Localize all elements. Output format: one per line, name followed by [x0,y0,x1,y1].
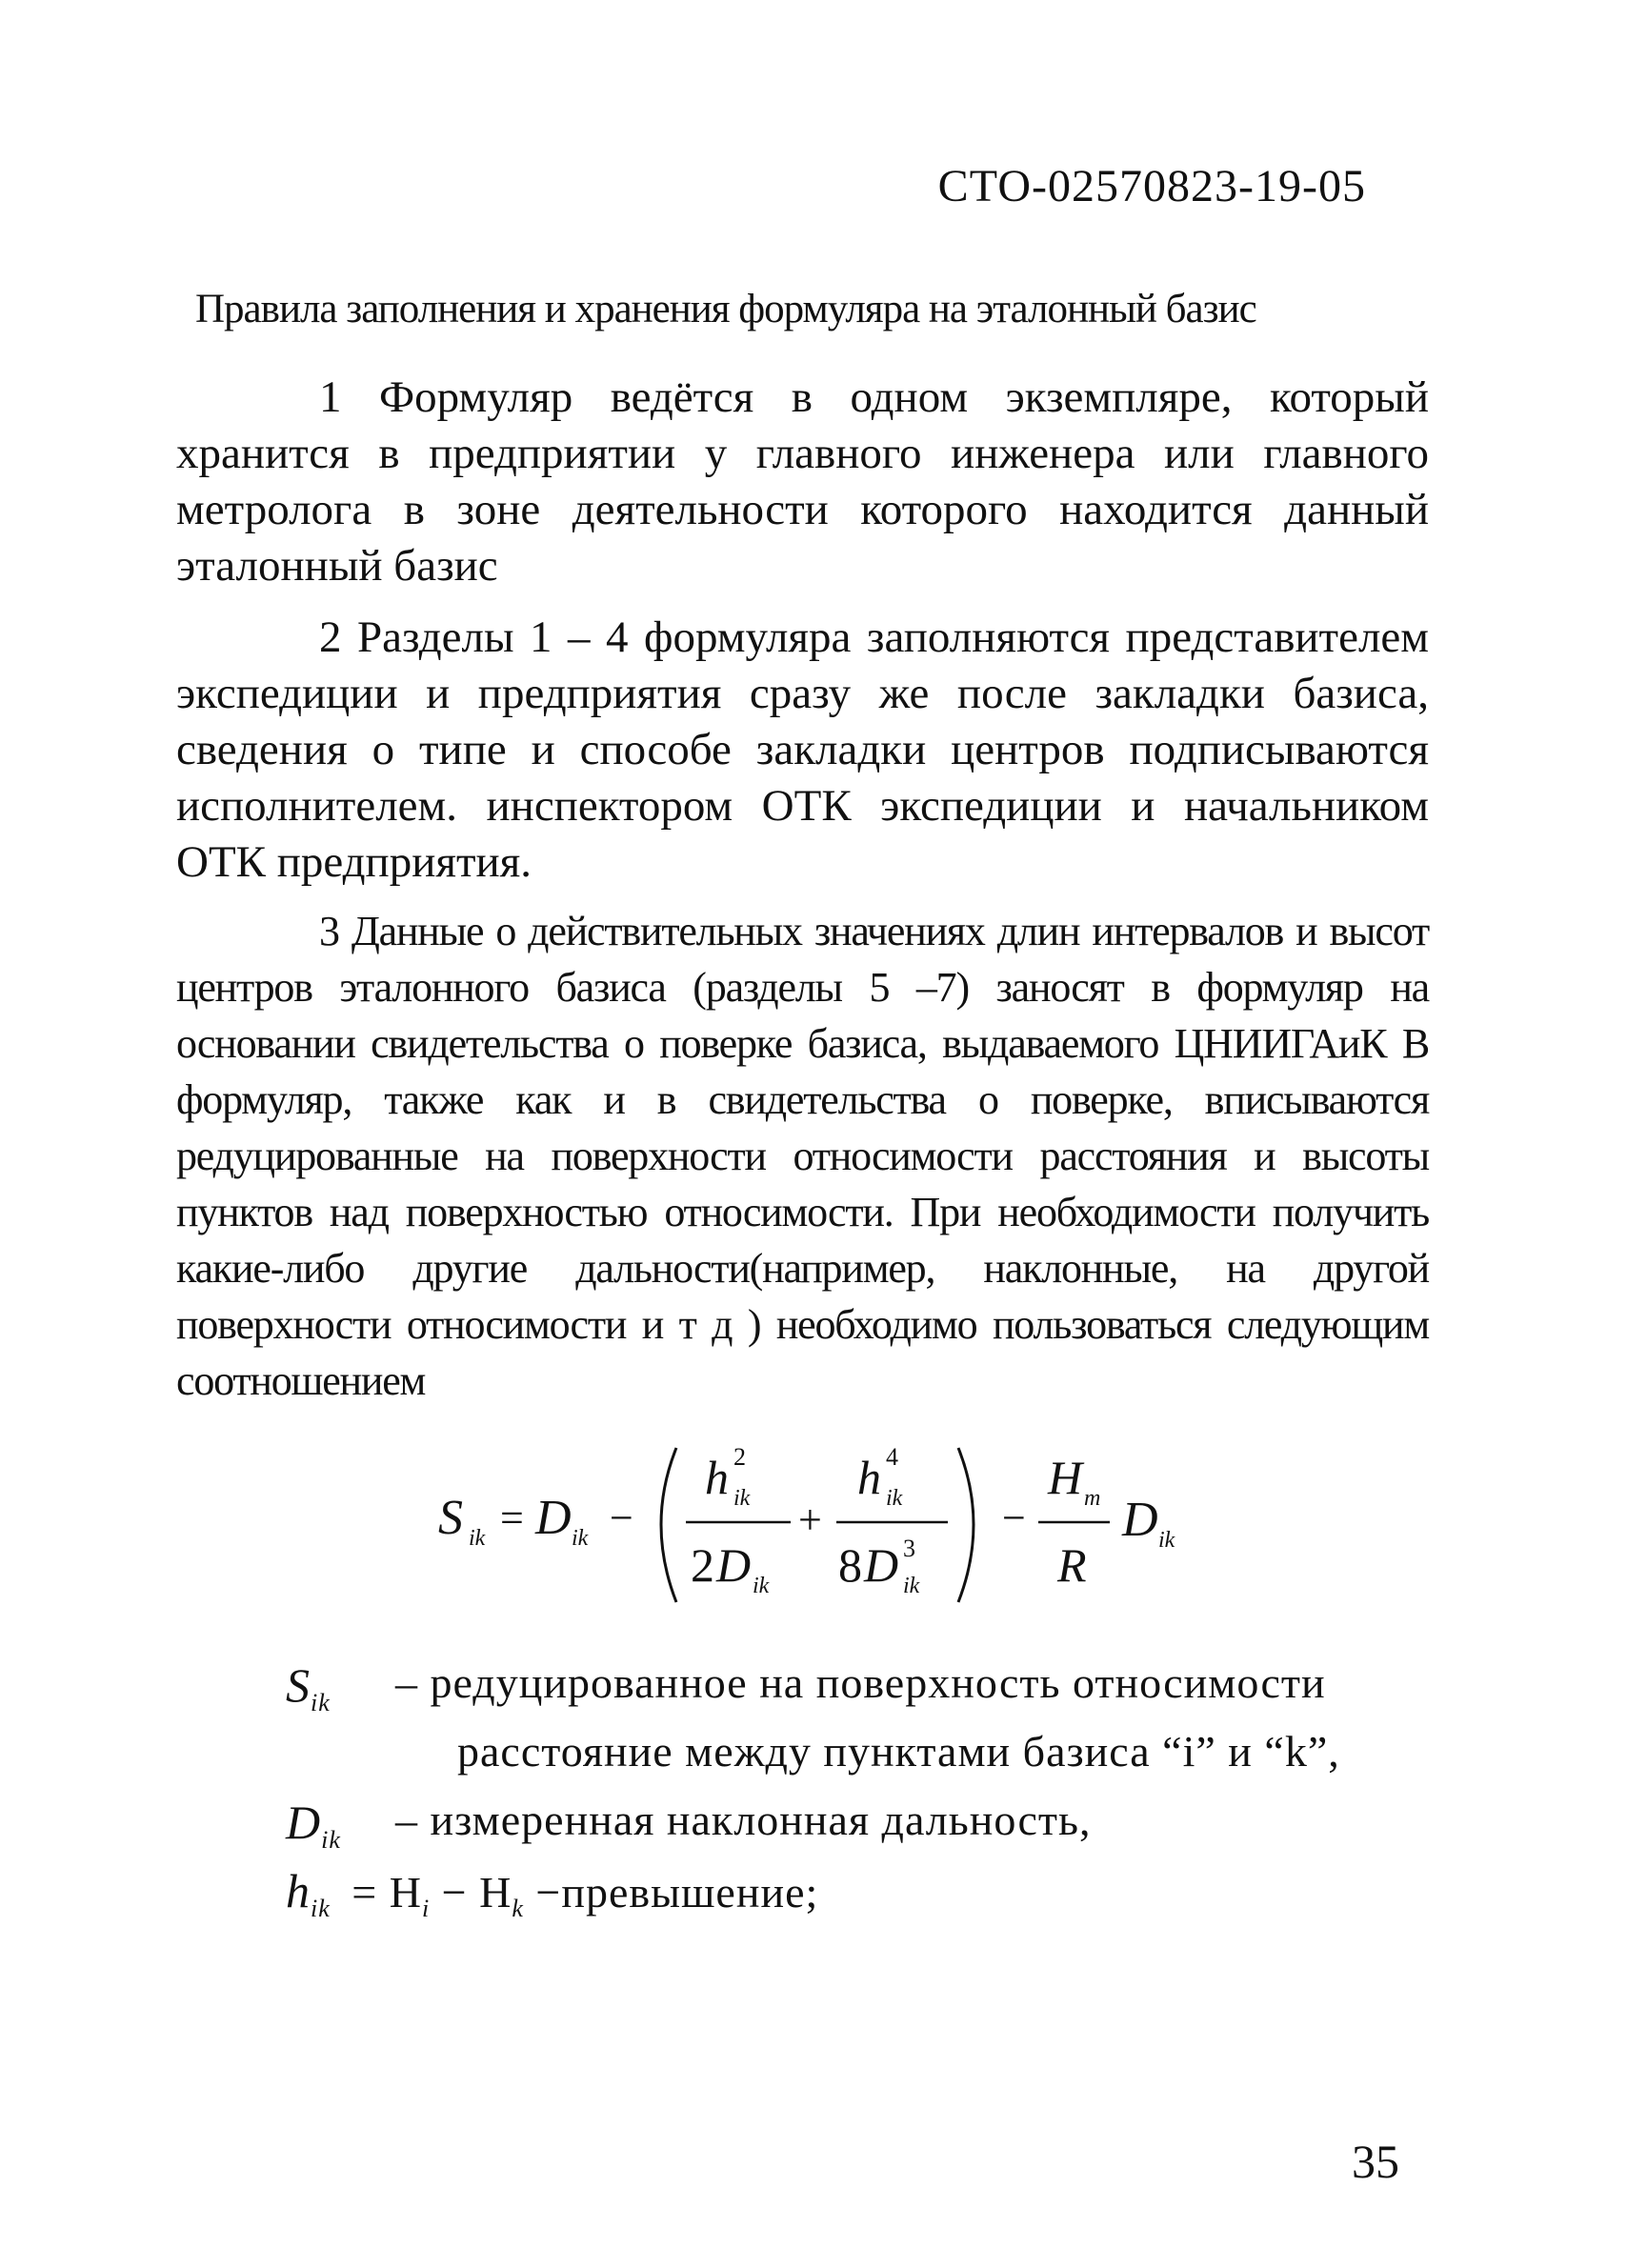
formula-h1-sup: 2 [733,1443,746,1471]
definition-D-subscript: ik [321,1826,341,1854]
definition-S [286,1657,1429,1726]
formula-h1-sub: ik [733,1486,751,1511]
page-number: 35 [1352,2135,1399,2188]
definition-S-continuation: расстояние между пунктами базиса “i” и “k”, [457,1727,1340,1776]
formula-left-paren [661,1448,676,1602]
formula-D3-sub: ik [903,1574,920,1598]
paragraph-1-text: 1 Формуляр ведётся в одном экземпляре, который хранится в предприятии у главного инженера или главного метролога в зоне деятельности которого находится данный эталонный базис [176,372,1429,591]
definition-h-text-end: −превышение; [523,1868,819,1917]
reduction-formula [419,1429,1276,1619]
formula-plus: + [798,1496,822,1543]
formula-equals: = [500,1495,524,1541]
formula-h2-sub: ik [886,1486,903,1511]
definition-h-sub-i: i [421,1895,431,1922]
formula-h2: h [857,1451,881,1504]
formula-S-sub: ik [469,1526,486,1551]
section-title: Правила заполнения и хранения формуляра на эталонный базис [195,287,1256,331]
formula-R: R [1057,1538,1087,1592]
formula-two: 2 [691,1538,714,1592]
document-code: СТО-02570823-19-05 [937,161,1366,211]
definition-h-sub-k: k [512,1895,524,1922]
formula-D4: D [1122,1493,1158,1547]
definition-h [286,1863,1429,1932]
paragraph-3-text: 3 Данные о действительных значениях длин интервалов и высот центров эталонного базиса (разделы 5 –7) заносят в формуляр на основании свидетельства о поверке базиса, выдаваемого ЦНИИГАиК В формуляр, также как и в свидетельства о поверке, вписываются редуцированные на поверхности относимости расстояния и высоты пунктов над поверхностью относимости. При необходимости получить какие-либо другие дальности(например, наклонные, на другой поверхности относимости и т д ) необходимо пользоваться следующим соотношением [176,908,1429,1404]
formula-D3: D [864,1538,899,1592]
formula-D2: D [716,1538,752,1592]
formula-right-paren [958,1448,974,1602]
formula-S: S [438,1491,463,1545]
formula-minus-2: − [1002,1495,1026,1541]
definition-S-text: – редуцированное на поверхность относимости [395,1658,1326,1707]
definition-h-text: = H [351,1868,422,1917]
definition-D [286,1795,1429,1863]
definition-D-text: – измеренная наклонная дальность, [395,1796,1092,1844]
formula-svg [419,1429,1276,1619]
definition-h-subscript: ik [311,1895,331,1922]
definition-S-continuation-row [286,1726,1429,1795]
formula-h2-sup: 4 [886,1443,898,1471]
formula-eight: 8 [838,1538,862,1592]
formula-D1-sub: ik [572,1526,589,1551]
formula-h1: h [705,1451,729,1504]
paragraph-2-text: 2 Разделы 1 – 4 формуляра заполняются представителем экспедиции и предприятия сразу же после закладки базиса, сведения о типе и способе закладки центров подписываются исполнителем. инспектором ОТК экспедиции и начальником ОТК предприятия. [176,612,1429,887]
formula-H-sub: m [1084,1486,1101,1511]
definitions-list [286,1657,1429,1932]
formula-minus-1: − [610,1495,633,1541]
formula-D1: D [535,1491,572,1545]
formula-H: H [1048,1451,1083,1504]
paragraph-2 [176,610,1429,891]
definition-S-subscript: ik [311,1689,331,1716]
formula-D4-sub: ik [1158,1528,1175,1553]
paragraph-3 [176,903,1429,1409]
formula-D2-sub: ik [753,1574,770,1598]
definition-h-text-mid: − H [430,1868,512,1917]
definition-D-symbol: D [286,1796,322,1849]
formula-D3-sup: 3 [903,1535,915,1562]
definition-h-symbol: h [286,1864,311,1917]
paragraph-1 [176,370,1429,594]
definition-S-symbol: S [286,1658,311,1712]
